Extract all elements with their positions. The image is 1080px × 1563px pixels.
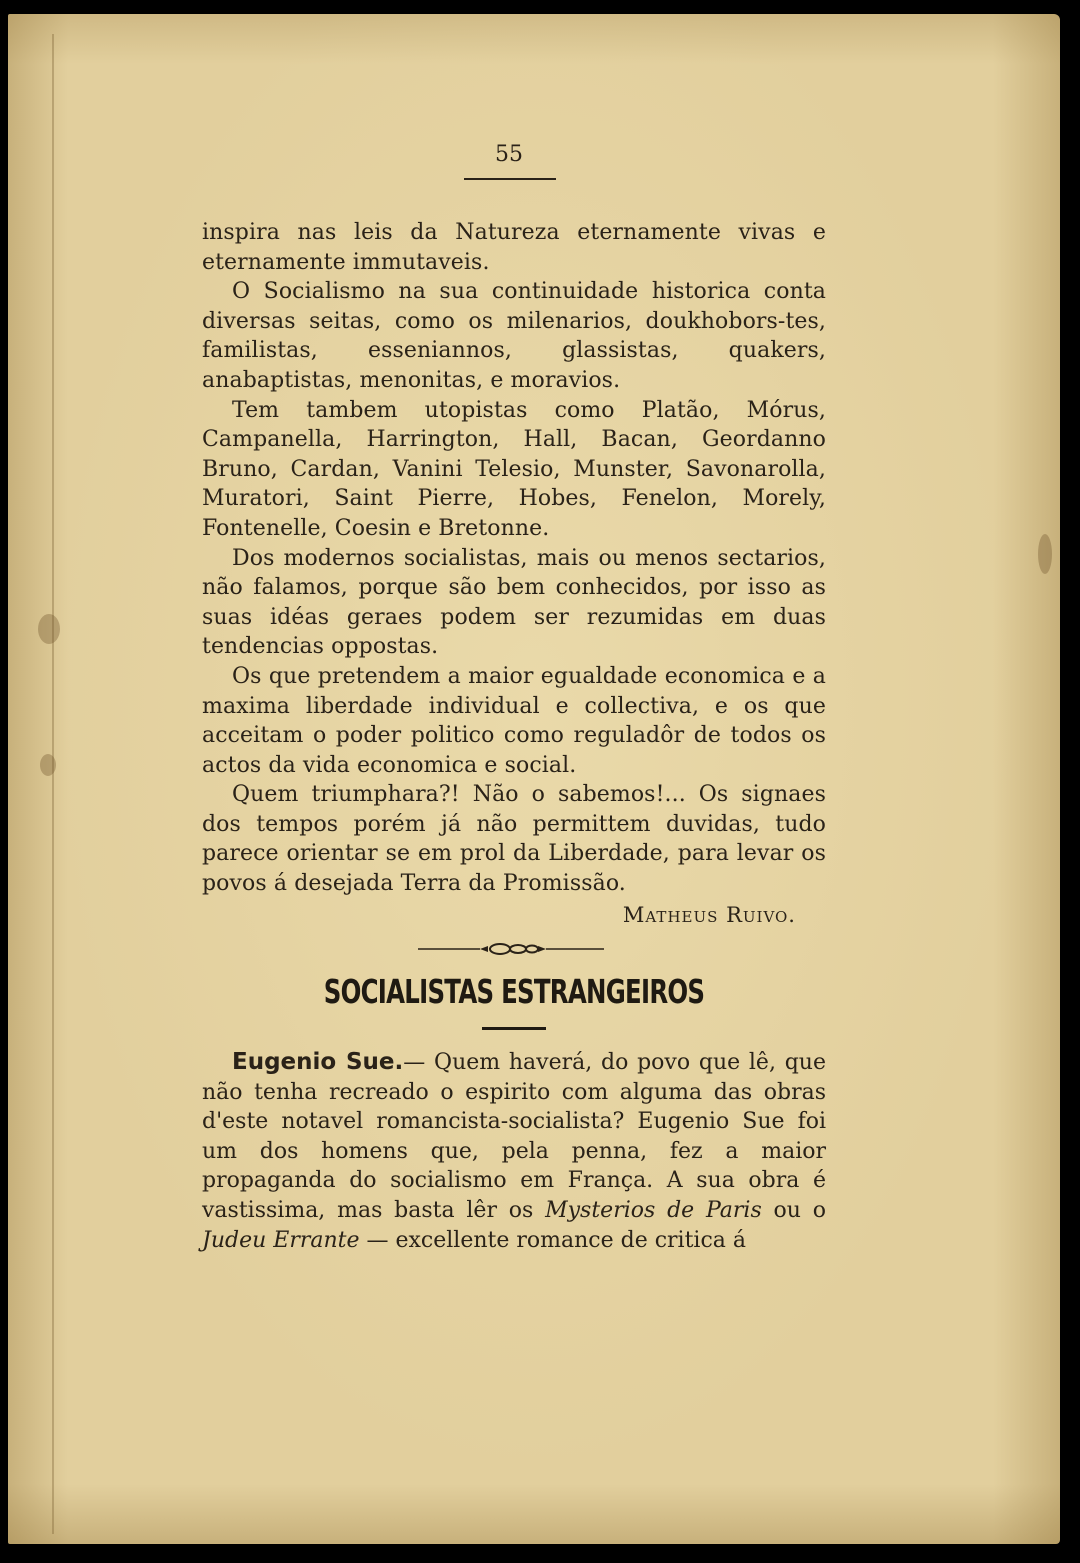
paragraph: Tem tambem utopistas como Platão, Mórus, Campanella, Harrington, Hall, Bacan, Geordanno Bruno, Cardan, Vanini Telesio, Munster, Savonarolla, Muratori, Saint Pierre, Hobes, Fenelon, Morely, Fontenelle, Coesin e Bretonne. — [202, 397, 826, 541]
paragraph: inspira nas leis da Natureza eternamente vivas e eternamente immutaveis. — [202, 220, 826, 275]
section-body — [202, 1048, 826, 1255]
page-number-rule — [464, 178, 556, 180]
page-fold-line — [52, 34, 54, 1534]
lead-name: Eugenio Sue. — [232, 1049, 404, 1075]
section-title-rule — [482, 1027, 546, 1030]
book-title: Mysterios de Paris — [545, 1197, 762, 1223]
paragraph: O Socialismo na sua continuidade historica conta diversas seitas, como os milenarios, doukhobors-tes, familistas, esseniannos, glassistas, quakers, anabaptistas, menonitas, e moravios. — [202, 279, 826, 393]
paragraph: Dos modernos socialistas, mais ou menos sectarios, não falamos, porque são bem conhecidos, por isso as suas idéas geraes podem ser rezumidas em duas tendencias oppostas. — [202, 545, 826, 660]
section-title: SOCIALISTAS ESTRANGEIROS — [323, 972, 705, 1011]
edge-stain — [1038, 534, 1052, 574]
paragraph: Os que pretendem a maior egualdade economica e a maxima liberdade individual e collectiva, e os que acceitam o poder politico como reguladôr de todos os actos da vida economica e social. — [202, 663, 826, 778]
paragraph: Quem triumphara?! Não o sabemos!... Os signaes dos tempos porém já não permittem duvidas, tudo parece orientar se em prol da Liberdade, para levar os povos á desejada Terra da Promissão. — [202, 782, 826, 897]
book-title: Judeu Errante — [202, 1227, 360, 1253]
ornament-divider — [418, 940, 604, 958]
author-signature: Matheus Ruivo. — [622, 902, 796, 927]
text-segment: — Quem haverá, do povo que lê, que não tenha recreado o espirito com alguma das obras d'este notavel romancista-socialista? Eugenio Sue foi um dos homens que, pela penna, fez a maior propaganda do socialismo em França. A sua obra é vastissima, mas basta lêr os — [202, 1050, 826, 1223]
text-segment: — excellente romance de critica á — [359, 1227, 747, 1253]
article-body — [202, 218, 826, 930]
edge-stain — [38, 614, 60, 644]
edge-stain — [40, 754, 56, 776]
paragraph — [202, 1048, 826, 1255]
page-number: 55 — [495, 142, 523, 167]
text-segment: ou o — [761, 1197, 826, 1223]
